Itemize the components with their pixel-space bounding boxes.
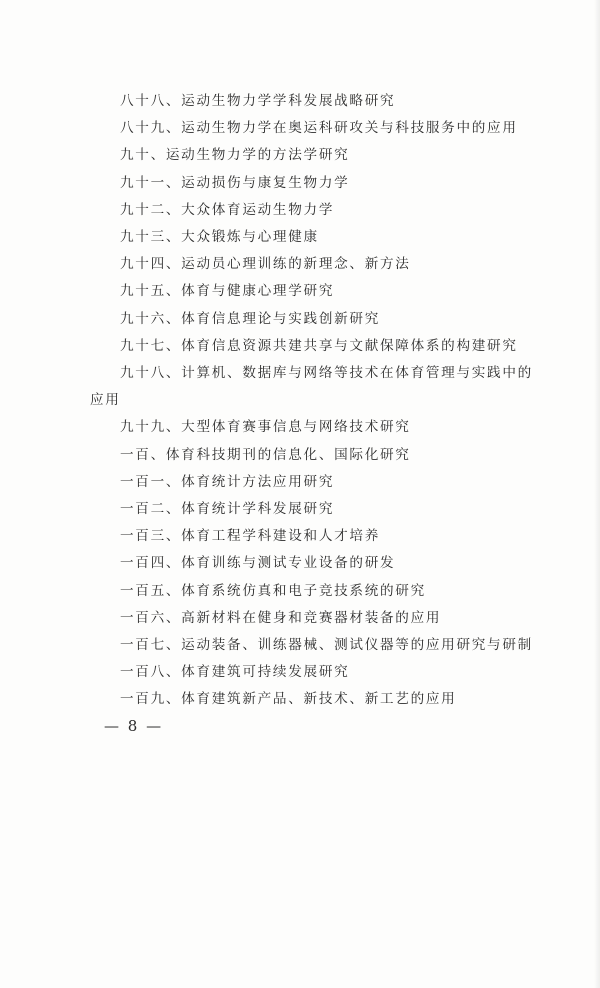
list-item: 一百三、体育工程学科建设和人才培养 [120, 528, 380, 545]
list-item: 九十一、运动损伤与康复生物力学 [120, 174, 350, 191]
page-edge-shadow [594, 0, 600, 988]
list-item: 九十三、大众锻炼与心理健康 [120, 229, 319, 246]
list-item: 九十二、大众体育运动生物力学 [120, 201, 335, 218]
list-item: 九十七、体育信息资源共建共享与文献保障体系的构建研究 [120, 337, 518, 354]
list-item: 一百九、体育建筑新产品、新技术、新工艺的应用 [120, 691, 457, 708]
list-item: 八十八、运动生物力学学科发展战略研究 [120, 93, 396, 109]
research-topic-list [90, 88, 538, 714]
list-item: 九十六、体育信息理论与实践创新研究 [120, 310, 380, 327]
list-item: 一百八、体育建筑可持续发展研究 [120, 664, 350, 681]
list-item: 九十八、计算机、数据库与网络等技术在体育管理与实践中的应用 [90, 365, 533, 409]
list-item: 一百四、体育训练与测试专业设备的研发 [120, 555, 396, 572]
list-item: 一百六、高新材料在健身和竞赛器材装备的应用 [120, 609, 442, 626]
list-item: 九十、运动生物力学的方法学研究 [120, 147, 350, 164]
list-item: 一百二、体育统计学科发展研究 [120, 501, 335, 518]
list-item: 九十四、运动员心理训练的新理念、新方法 [120, 256, 411, 273]
page-number: — 8 — [104, 717, 164, 735]
list-item: 一百五、体育系统仿真和电子竞技系统的研究 [120, 582, 426, 599]
list-item: 九十五、体育与健康心理学研究 [120, 283, 335, 300]
list-item: 一百七、运动装备、训练器械、测试仪器等的应用研究与研制 [120, 637, 533, 654]
list-item: 一百一、体育统计方法应用研究 [120, 473, 335, 490]
list-item: 九十九、大型体育赛事信息与网络技术研究 [120, 419, 411, 436]
list-item: 八十九、运动生物力学在奥运科研攻关与科技服务中的应用 [120, 120, 518, 137]
list-item: 一百、体育科技期刊的信息化、国际化研究 [120, 446, 411, 463]
